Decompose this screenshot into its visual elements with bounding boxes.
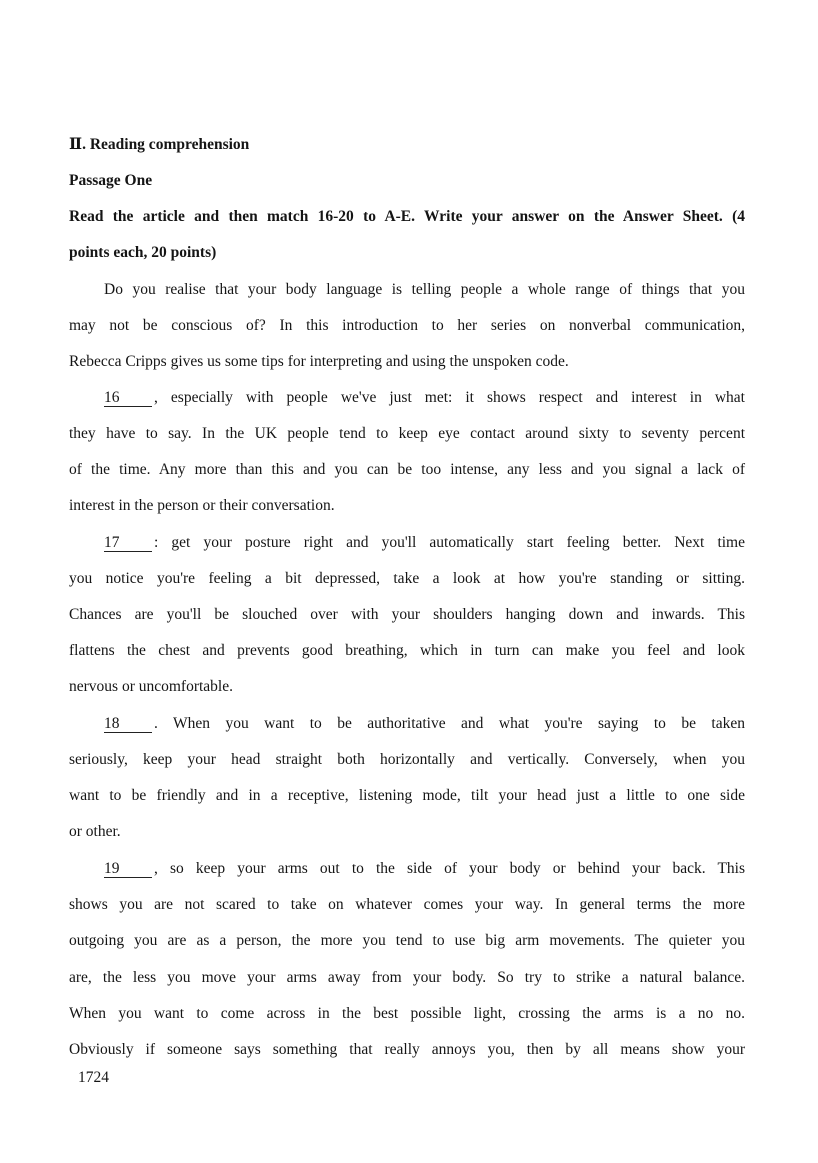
instructions-line-1: Read the article and then match 16-20 to A-E. Write your answer on the Answer Sheet. (4: [69, 208, 745, 225]
paragraph-5-line-5: When you want to come across in the best possible light, crossing the arms is a no no.: [69, 1005, 745, 1022]
paragraph-4-line-1-text: . When you want to be authoritative and what you're saying to be taken: [154, 715, 745, 732]
paragraph-3-line-5: nervous or uncomfortable.: [69, 678, 233, 695]
paragraph-4-line-2: seriously, keep your head straight both horizontally and vertically. Conversely, when you: [69, 751, 745, 768]
paragraph-3-line-4: flattens the chest and prevents good breathing, which in turn can make you feel and look: [69, 642, 745, 659]
instructions-line-2: points each, 20 points): [69, 244, 217, 261]
paragraph-3-line-3: Chances are you'll be slouched over with your shoulders hanging down and inwards. This: [69, 606, 745, 623]
paragraph-4-line-1: [104, 714, 745, 734]
paragraph-5-line-3: outgoing you are as a person, the more you tend to use big arm movements. The quieter you: [69, 932, 745, 949]
paragraph-2-line-3: of the time. Any more than this and you can be too intense, any less and you signal a lack of: [69, 461, 745, 478]
passage-title: Passage One: [69, 172, 153, 189]
paragraph-1-line-2: may not be conscious of? In this introduction to her series on nonverbal communication,: [69, 317, 745, 334]
paragraph-5-line-1-text: , so keep your arms out to the side of your body or behind your back. This: [154, 860, 745, 877]
answer-blank-17: 17: [104, 534, 152, 552]
page-number: 1724: [78, 1069, 109, 1086]
paragraph-2-line-4: interest in the person or their conversation.: [69, 497, 335, 514]
paragraph-3-line-1: [104, 533, 745, 553]
paragraph-2-line-1: [104, 388, 745, 408]
paragraph-1-line-3: Rebecca Cripps gives us some tips for interpreting and using the unspoken code.: [69, 353, 569, 370]
paragraph-4-line-4: or other.: [69, 823, 121, 840]
section-heading: Ⅱ. Reading comprehension: [69, 136, 250, 153]
paragraph-2-line-1-text: , especially with people we've just met: it shows respect and interest in what: [154, 389, 745, 406]
paragraph-4-line-3: want to be friendly and in a receptive, listening mode, tilt your head just a little to one side: [69, 787, 745, 804]
paragraph-5-line-4: are, the less you move your arms away from your body. So try to strike a natural balance.: [69, 969, 745, 986]
paragraph-3-line-1-text: : get your posture right and you'll automatically start feeling better. Next time: [154, 534, 745, 551]
answer-blank-18: 18: [104, 715, 152, 733]
paragraph-3-line-2: you notice you're feeling a bit depressed, take a look at how you're standing or sitting.: [69, 570, 745, 587]
answer-blank-19: 19: [104, 860, 152, 878]
answer-blank-16: 16: [104, 389, 152, 407]
paragraph-5-line-2: shows you are not scared to take on whatever comes your way. In general terms the more: [69, 896, 745, 913]
paragraph-2-line-2: they have to say. In the UK people tend to keep eye contact around sixty to seventy percent: [69, 425, 745, 442]
paragraph-1-line-1: Do you realise that your body language is telling people a whole range of things that you: [104, 281, 745, 298]
paragraph-5-line-6: Obviously if someone says something that really annoys you, then by all means show your: [69, 1041, 745, 1058]
paragraph-5-line-1: [104, 859, 745, 879]
